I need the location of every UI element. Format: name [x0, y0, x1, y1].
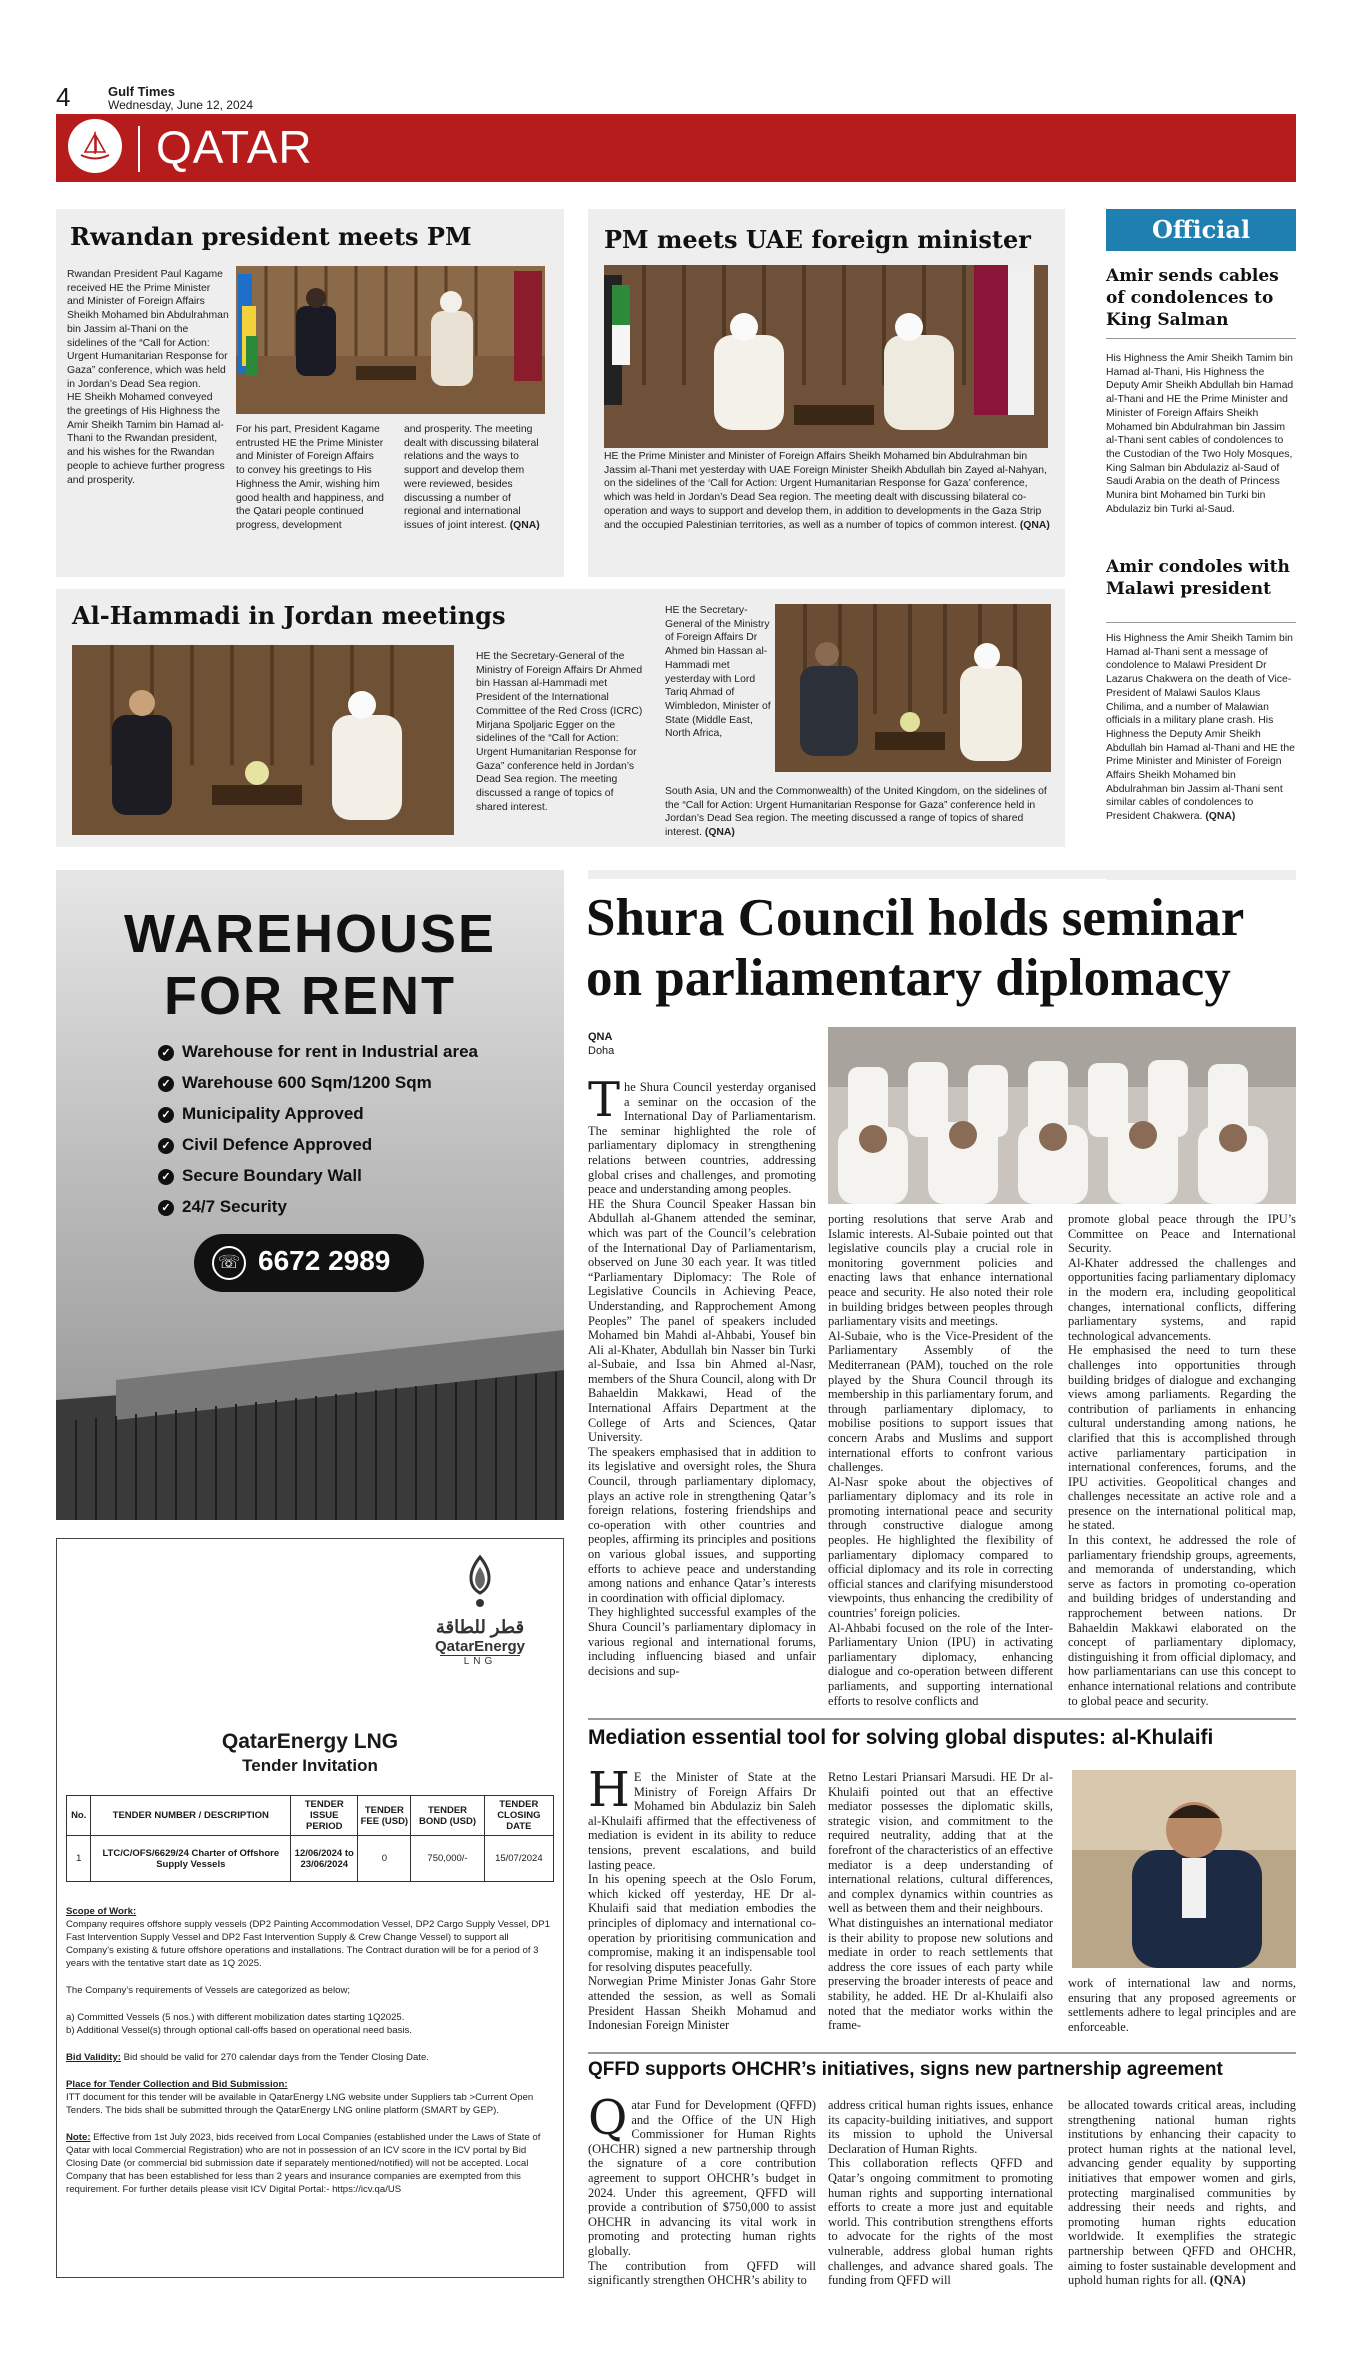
shura-col2: porting resolutions that serve Arab and Islamic interests. Al-Subaie pointed out that legislative councils play a crucial role in monitoring government policies and enacting laws that enhance international peace and security. He also noted their role in building bridges between peoples through parliamentary visits and meetings. Al-Subaie, who is the Vice-President of the Parliamentary Assembly of the Mediterranean (PAM), touched on the role played by the Shura Council through its membership in this parliamentary forum, and through parliamentary diplomacy, to mobilise positions to support issues that concern Arabs and Muslims and support international efforts to confront various challenges. Al-Nasr spoke about the objectives of parliamentary diplomacy and its role in promoting international peace and security through constructive dialogue among peoples. He highlighted the flexibility of parliamentary diplomacy compared to official diplomacy and its role in correcting official stances and clarifying misunderstood viewpoints, thus enhancing the credibility of countries’ foreign policies. Al-Ahbabi focused on the role of the Inter-Parliamentary Union (IPU) in activating parliamentary diplomacy, enhancing dialogue and co-operation between different parliaments, and supporting international efforts to resolve conflicts and — [828, 1212, 1053, 1708]
shura-col1-text: he Shura Council yesterday organised a seminar on the occasion of the International Day of Parliamentarism. The seminar highlighted the role of parliamentary diplomacy in strengthening relations between countries, addressing global crises and challenges, and promoting peace and understanding among peoples. HE the Shura Council Speaker Hassan bin Abdullah al-Ghanem attended the seminar, which was part of the Council’s celebration of the International Day of Parliamentarism, observed on June 30 each year. It was titled “Parliamentary Diplomacy: The Role of Legislative Councils in Achieving Peace, Understanding, and Rapprochement Among Peoples” The panel of speakers included Mohamed bin Mahdi al-Ahbabi, Yousef bin Ali al-Khater, Abdullah bin Nasser bin Turki al-Subaie, and Issa bin Ahmed al-Nasr, members of the Shura Council, along with Dr Bahaeldin Makkawi, Head of the International Affairs Department at the College of Arts and Sciences, Qatar University. The speakers emphasised that in addition to its legislative and oversight roles, the Shura Council, through parliamentary diplomacy, plays an active role in strengthening Qatar’s foreign relations, fostering friendships and co-operation with other countries and peoples, affirming its principles and positions on various global issues, and supporting efforts to achieve peace and understanding among nations and enhance Qatar’s interests in coordination with official diplomacy. They highlighted successful examples of the Shura Council’s parliamentary diplomacy in various regional and international forums, including influencing biased and unfair decisions and sup- — [588, 1080, 816, 1678]
scope-text: Company requires offshore supply vessels (DP2 Painting Accommodation Vessel, DP2 Cargo Supply Vessel, DP1 Fast Intervention Supply Vessel and DP2 Fast Intervention Supply & Crew Change Vessel) to support all Company’s existing & future offshore operations and installations. The Contract duration will be for a period of 3 years with the tentative start date as 1Q 2025. — [66, 1919, 551, 1969]
mediation-top-rule — [588, 1718, 1296, 1720]
warehouse-features — [158, 1036, 478, 1222]
qffd-col2: address critical human rights issues, enhance its capacity-building initiatives, and support its mission to uphold the Universal Declaration of Human Rights. This collaboration reflects QFFD and Qatar’s ongoing commitment to promoting human rights and supporting international efforts to create a more just and equitable world. This contribution strengthens efforts to advocate for the rights of the most vulnerable, address global human rights challenges, and advance shared goals. The funding from QFFD will — [828, 2098, 1053, 2288]
qffd-top-rule — [588, 2052, 1296, 2054]
place-section — [66, 2078, 556, 2117]
official-rule-2 — [1106, 622, 1296, 623]
note-label: Note: — [66, 2132, 91, 2143]
validity-text: Bid should be valid for 270 calendar days from the Tender Closing Date. — [120, 2052, 429, 2063]
rwanda-body-col2: For his part, President Kagame entrusted HE the Prime Minister and Minister of Foreign Affairs to convey his greetings to His Highness the Amir, wishing him good health and happiness, and the Qatari people continued progress, development — [236, 424, 384, 531]
col-header: TENDER ISSUE PERIOD — [291, 1796, 358, 1836]
logo-arabic: قطر للطاقة — [435, 1617, 525, 1637]
amir-cables-body: His Highness the Amir Sheikh Tamim bin Hamad al-Thani, His Highness the Deputy Amir Sheikh Abdullah bin Hamad al-Thani and HE the Prime Minister and Minister of Foreign Affairs Sheikh Mohamed bin Abdulrahman bin Jassim al-Thani sent cables of condolences to the Custodian of the Two Holy Mosques, King Salman bin Abdulaziz al-Saud of Saudi Arabia on the death of Princess Munira bint Mohamed bin Turki bin Abdulaziz bin Turki al-Saud. — [1106, 353, 1294, 515]
rwanda-credit: (QNA) — [509, 519, 540, 531]
hammadi-photo-1 — [72, 645, 454, 835]
amir-malawi-body — [1106, 632, 1296, 824]
rwanda-body-col1: Rwandan President Paul Kagame received HE the Prime Minister and Minister of Foreign Affairs Sheikh Mohamed bin Abdulrahman bin Jassim al-Thani on the sidelines of the “Call for Action: Urgent Humanitarian Response for Gaza” conference, which was held in Jordan’s Dead Sea region. HE Sheikh Mohamed conveyed the greetings of His Highness the Amir Sheikh Tamim bin Hamad al-Thani to the Rwandan president, and his wishes for the Rwandan people to achieve further progress and prosperity. — [67, 269, 229, 486]
warehouse-title-line1: WAREHOUSE — [123, 904, 497, 964]
category-b: b) Additional Vessel(s) through optional call-offs based on operational need basis. — [66, 2025, 412, 2036]
hammadi-photo-2 — [775, 604, 1051, 772]
feature-item — [158, 1098, 478, 1129]
warehouse-title-line2: FOR RENT — [164, 966, 456, 1026]
rwanda-photo — [236, 266, 545, 414]
official-rule-1 — [1106, 338, 1296, 339]
col-header: TENDER BOND (USD) — [411, 1796, 484, 1836]
check-icon: ✓ — [158, 1200, 174, 1216]
check-icon: ✓ — [158, 1045, 174, 1061]
page-number: 4 — [56, 82, 71, 112]
qffd-col3-text: be allocated towards critical areas, including strengthening national human rights institutions by enhancing their capacity to protect human rights at the national level, advancing gender equality by supporting initiatives that empower women and girls, protecting marginalised communities by addressing their needs and rights, and promoting human rights education worldwide. It exemplifies the strategic partnership between QFFD and OHCHR, aiming to foster sustainable development and uphold human rights for all. — [1068, 2098, 1296, 2288]
table-cell: 750,000/- — [411, 1836, 484, 1882]
category-a: a) Committed Vessels (5 nos.) with different mobilization dates starting 1Q2025. — [66, 2012, 405, 2023]
table-row — [67, 1836, 554, 1882]
rwanda-col3-text: and prosperity. The meeting dealt with discussing bilateral relations and the ways to support and develop them were reviewed, besides discussing a number of regional and international issues of joint interest. — [404, 424, 539, 531]
uae-credit: (QNA) — [1019, 519, 1050, 531]
amir-malawi-text: His Highness the Amir Sheikh Tamim bin Hamad al-Thani sent a message of condolence to Malawi President Dr Lazarus Chakwera on the death of Vice-President of Malawi Saulos Klaus Chilima, and a number of Malawian officials in a military plane crash. His Highness the Deputy Amir Sheikh Abdullah bin Hamad al-Thani and HE the Prime Minister and Minister of Foreign Affairs Sheikh Mohamed bin Abdulrahman bin Jassim al-Thani sent similar cables of condolences to President Chakwera. — [1106, 633, 1295, 823]
note-section — [66, 2131, 556, 2196]
uae-headline: PM meets UAE foreign minister — [604, 225, 1031, 254]
amir-cables-headline: Amir sends cables of condolences to King Salman — [1106, 266, 1279, 330]
tender-table-header — [67, 1796, 554, 1836]
shura-dropcap: T — [588, 1072, 621, 1128]
place-text: ITT document for this tender will be available in QatarEnergy LNG website under Suppliers tab >Current Open Tenders. The bids shall be submitted through the QatarEnergy LNG online platform (SMART by GEP). — [66, 2092, 534, 2116]
feature-label: Secure Boundary Wall — [182, 1166, 362, 1185]
feature-label: 24/7 Security — [182, 1197, 287, 1216]
feature-label: Civil Defence Approved — [182, 1135, 373, 1154]
shura-headline-line1: Shura Council holds seminar — [586, 889, 1245, 947]
qffd-col1-text: atar Fund for Development (QFFD) and the Office of the UN High Commissioner for Human Rights (OHCHR) signed a new partnership through the signature of a core contribution agreement to support OHCHR’s budget in 2024. Under this agreement, QFFD will provide a contribution of $750,000 to assist OHCHR in advancing its vital work in promoting and protecting human rights globally. The contribution from QFFD will significantly strengthen OHCHR’s ability to — [588, 2098, 816, 2288]
publication-date: Wednesday, June 12, 2024 — [108, 98, 253, 112]
publication-name: Gulf Times — [108, 84, 175, 99]
hammadi-credit: (QNA) — [704, 827, 735, 839]
phone-icon: ☏ — [212, 1246, 246, 1280]
section-title: QATAR — [156, 121, 313, 173]
qffd-headline: QFFD supports OHCHR’s initiatives, signs new partnership agreement — [588, 2059, 1223, 2080]
feature-item — [158, 1160, 478, 1191]
check-icon: ✓ — [158, 1076, 174, 1092]
table-cell: 1 — [67, 1836, 91, 1882]
validity-label: Bid Validity: — [66, 2052, 121, 2063]
tender-body — [66, 1905, 556, 2196]
amir-malawi-headline: Amir condoles with Malawi president — [1106, 557, 1290, 599]
feature-item — [158, 1036, 478, 1067]
phone-pill[interactable] — [194, 1234, 424, 1292]
feature-label: Warehouse for rent in Industrial area — [182, 1042, 478, 1061]
shura-col3: promote global peace through the IPU’s Committee on Peace and International Security. Al-Khater addressed the challenges and opportunities facing parliamentary diplomacy in the modern era, including geopolitical changes, international conflicts, differing parliamentary systems, and rapid technological advancements. He emphasised the need to turn these challenges into opportunities through building bridges of dialogue and exchanging views among parliaments. Regarding the contribution of parliaments in enhancing cultural understanding among nations, he clarified that this is accomplished through active parliamentary participation in international conferences, forums, and the IPU activities. Geopolitical changes and challenges necessitate an active role and a presence on the international political map, he stated. In this context, he addressed the role of parliamentary friendship groups, agreements, and memoranda of understanding, which serve as factors in promoting co-operation and building bridges of understanding and rapprochement between nations. Dr Bahaeldin Makkawi elaborated on the concept of parliamentary diplomacy, distinguishing it from official diplomacy, and how parliamentarians can use this concept to enhance international relations and contribute to global peace and security. — [1068, 1212, 1296, 1708]
scope-label: Scope of Work: — [66, 1906, 137, 1917]
mediation-photo — [1072, 1770, 1296, 1968]
feature-item — [158, 1129, 478, 1160]
hammadi-caption-2b — [665, 785, 1051, 840]
qffd-credit: (QNA) — [1209, 2273, 1246, 2288]
hammadi-caption-2a: HE the Secretary-General of the Ministry of Foreign Affairs Dr Ahmed bin Hassan al-Hammadi met yesterday with Lord Tariq Ahmad of Wimbledon, Minister of State (Middle East, North Africa, — [665, 605, 771, 740]
feature-label: Warehouse 600 Sqm/1200 Sqm — [182, 1073, 432, 1092]
mediation-col3: work of international law and norms, ensuring that any proposed agreements or settlements adhere to legal principles and are enforceable. — [1068, 1976, 1296, 2034]
shura-headline-line2: on parliamentary diplomacy — [586, 949, 1231, 1007]
shura-byline-place: Doha — [588, 1045, 615, 1057]
logo-sub: LNG — [440, 1655, 520, 1667]
tender-table — [66, 1795, 554, 1882]
col-header: TENDER NUMBER / DESCRIPTION — [91, 1796, 291, 1836]
shura-byline-agency: QNA — [588, 1031, 613, 1043]
qffd-dropcap: Q — [588, 2090, 628, 2146]
phone-number: 6672 2989 — [258, 1245, 391, 1276]
scope-section — [66, 1905, 556, 1970]
hammadi-headline: Al-Hammadi in Jordan meetings — [72, 601, 506, 630]
col-header: No. — [67, 1796, 91, 1836]
mediation-dropcap: H — [588, 1762, 630, 1818]
section-divider — [138, 126, 140, 172]
tender-subtitle: Tender Invitation — [242, 1756, 378, 1775]
hammadi-caption-1: HE the Secretary-General of the Ministry of Foreign Affairs Dr Ahmed bin Hassan al-Hammadi met President of the International Committee of the Red Cross (ICRC) Mirjana Spoljaric Egger on the sidelines of the “Call for Action: Urgent Humanitarian Response for Gaza” conference held in Jordan’s Dead Sea region. The meeting discussed a range of topics of shared interest. — [476, 651, 643, 813]
rwanda-body-col3 — [404, 423, 546, 533]
uae-caption-text: HE the Prime Minister and Minister of Foreign Affairs Sheikh Mohamed bin Abdulrahman bin Jassim al-Thani met yesterday with UAE Foreign Minister Sheikh Abdullah bin Zayed al-Nahyan, on the sidelines of the ‘Call for Action: Urgent Humanitarian Response for Gaza’ conference, which was held in Jordan’s Dead Sea region. The meeting dealt with discussing bilateral co-operation and ways to support and develop them, in addition to developments in the Gaza Strip and the occupied Palestinian territories, as well as a number of topics of common interest. — [604, 451, 1047, 531]
tender-title: QatarEnergy LNG — [221, 1730, 399, 1753]
note-text: Effective from 1st July 2023, bids received from Local Companies (established under the Laws of State of Qatar with local Commercial Registration) who are not in possession of an ICV score in the ICV portal by Bid Closing Date (or commercial bid submission date if separately mentioned/notified) will not be accepted. Local Company that has been established for less than 2 years and insurance companies are exempted from this requirement. For further details please visit ICV Digital Portal:- https://icv.qa/US — [66, 2132, 541, 2195]
amir-malawi-credit: (QNA) — [1205, 811, 1236, 823]
shura-top-bar — [588, 870, 1296, 879]
table-cell: 0 — [358, 1836, 411, 1882]
official-tag: Official — [1106, 209, 1296, 251]
logo-brand: QatarEnergy — [434, 1638, 526, 1655]
col-header: TENDER CLOSING DATE — [484, 1796, 553, 1836]
qffd-col1 — [588, 2090, 816, 2288]
check-icon: ✓ — [158, 1138, 174, 1154]
validity-section — [66, 2051, 556, 2064]
col-header: TENDER FEE (USD) — [358, 1796, 411, 1836]
table-cell: LTC/C/OFS/6629/24 Charter of Offshore Supply Vessels — [91, 1836, 291, 1882]
warehouse-building-icon — [56, 1310, 564, 1520]
mediation-col1 — [588, 1762, 816, 2033]
table-cell: 15/07/2024 — [484, 1836, 553, 1882]
check-icon: ✓ — [158, 1169, 174, 1185]
flame-logo-icon — [455, 1553, 505, 1613]
check-icon: ✓ — [158, 1107, 174, 1123]
table-cell: 12/06/2024 to 23/06/2024 — [291, 1836, 358, 1882]
categories-intro: The Company’s requirements of Vessels are categorized as below; — [66, 1985, 351, 1996]
uae-photo — [604, 265, 1048, 448]
qffd-col3 — [1068, 2098, 1296, 2288]
mediation-col1-text: E the Minister of State at the Ministry of Foreign Affairs Dr Mohamed bin Abdulaziz bin Saleh al-Khulaifi affirmed that the effectiveness of mediation is evident in its ability to reduce tensions, prevent escalations, and build lasting peace. In his opening speech at the Oslo Forum, which kicked off yesterday, HE Dr al-Khulaifi said that mediation embodies the principles of diplomacy and international co-operation by prioritising communication and compromise, making it an indispensable tool for resolving disputes peacefully. Norwegian Prime Minister Jonas Gahr Store attended the session, as well as Somali President Hassan Sheikh Mohamud and Indonesian Foreign Minister — [588, 1770, 816, 2033]
dhow-logo-icon — [68, 119, 122, 173]
uae-caption — [604, 450, 1050, 532]
feature-item — [158, 1067, 478, 1098]
qatarenergy-logo — [420, 1553, 540, 1693]
shura-col1 — [588, 1072, 816, 1678]
place-label: Place for Tender Collection and Bid Submission: — [66, 2079, 288, 2090]
hammadi-caption-2b-text: South Asia, UN and the Commonwealth) of the United Kingdom, on the sidelines of the “Call for Action: Urgent Humanitarian Response for Gaza” conference held in Jordan’s Dead Sea region. The meeting discussed a range of topics of shared interest. — [665, 786, 1047, 839]
mediation-col2: Retno Lestari Priansari Marsudi. HE Dr al-Khulaifi pointed out that an effective mediator possesses the diplomatic skills, strategic vision, and commitment to the required neutrality, adding that at the forefront of the characteristics of an effective mediator is a deep understanding of international relations, cultural differences, and complex dynamics within countries as well as between them and their neighbours. What distinguishes an international mediator is their ability to propose new solutions and mediate in order to reach settlements that address the core issues of each party while preserving the broader interests of peace and stability, he added. HE Dr al-Khulaifi also noted that the mediator works within the frame- — [828, 1770, 1053, 2033]
rwanda-headline: Rwandan president meets PM — [70, 222, 472, 251]
feature-item — [158, 1191, 478, 1222]
shura-photo — [828, 1027, 1296, 1204]
mediation-headline: Mediation essential tool for solving global disputes: al-Khulaifi — [588, 1726, 1214, 1749]
feature-label: Municipality Approved — [182, 1104, 364, 1123]
